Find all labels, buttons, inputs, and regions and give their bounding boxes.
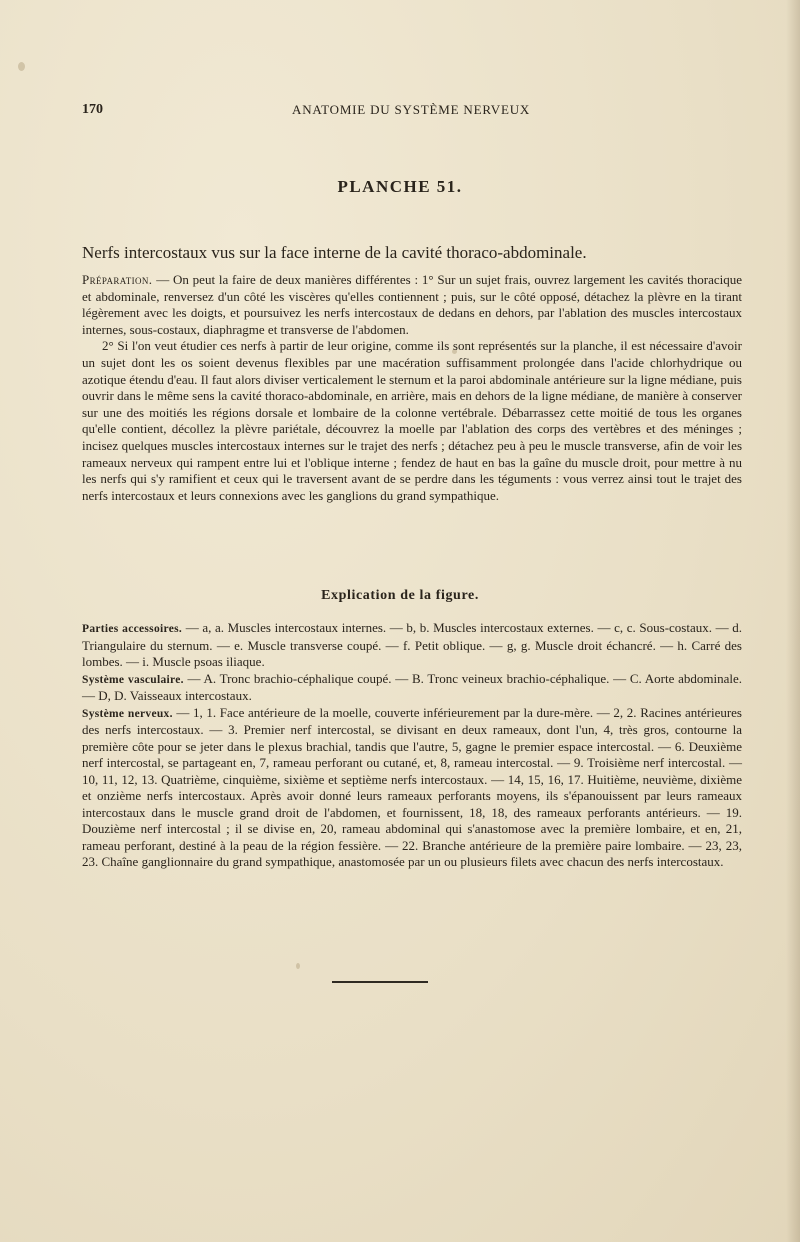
explication-section [82,620,742,871]
page-number: 170 [82,102,103,117]
preparation-paragraph-1 [82,272,742,338]
explication-heading: Explication de la figure. [321,588,479,603]
preparation-paragraph-2: 2° Si l'on veut étudier ces nerfs à partir de leur origine, comme ils sont représentés sur la planche, il est nécessaire d'avoir un sujet dont les os soient devenus flexibles par une macération suffisamment prolongée dans l'acide chlorhydrique ou azotique étendu d'eau. Il faut alors diviser verticalement le sternum et la paroi abdominale antérieure sur la ligne médiane, puis ouvrir dans le même sens la cavité thoraco-abdominale, en arrière, mais en dehors de la ligne médiane, de manière à conserver sur une des moitiés les régions dorsale et lombaire de la colonne vertébrale. Débarrassez cette moitié de tous les organes qu'elle contient, décollez la plèvre pariétale, découvrez la moelle par l'ablation des corps des vertèbres et des méninges ; incisez quelques muscles intercostaux internes sur le trajet des nerfs ; détachez peu à peu le muscle transverse, afin de voir les rameaux nerveux qui rampent entre lui et l'oblique interne ; fendez de haut en bas la gaîne du muscle droit, pour mettre à nu les nerfs qui s'y ramifient et ceux qui le traversent avant de se perdre dans les téguments : vous verrez ainsi tout le trajet des nerfs intercostaux et leurs connexions avec les ganglions du grand sympathique. [82,338,742,503]
paper-stain [18,62,25,71]
parties-accessoires-label: Parties accessoires. [82,623,183,635]
closing-rule [332,981,428,983]
running-head: ANATOMIE DU SYSTÈME NERVEUX [292,102,531,117]
systeme-vasculaire-label: Système vasculaire. [82,673,184,686]
page-header [82,102,722,122]
parties-accessoires-paragraph [82,620,742,671]
paper-stain [296,963,300,969]
systeme-nerveux-label: Système nerveux. [82,707,173,720]
systeme-vasculaire-text: — A. Tronc brachio-céphalique coupé. — B. Tronc veineux brachio-céphalique. — C. Aorte abdominale. — D, D. Vaisseaux intercostaux. [82,670,742,703]
plate-title: PLANCHE 51. [337,177,463,196]
systeme-nerveux-paragraph [82,705,742,871]
systeme-nerveux-text: — 1, 1. Face antérieure de la moelle, couverte inférieurement par la dure-mère. — 2, 2. Racines antérieures des nerfs intercostaux. — 3. Premier nerf intercostal, se divisant en deux rameaux, dont l'un, 4, très gros, contourne la première côte pour se jeter dans le plexus brachial, tandis que l'autre, 5, gagne le premier espace intercostal. — 6. Deuxième nerf intercostal, se partageant en, 7, rameau perforant ou cutané, et, 8, rameau intercostal. — 9. Troisième nerf intercostal. — 10, 11, 12, 13. Quatrième, cinquième, sixième et septième nerfs intercostaux. — 14, 15, 16, 17. Huitième, neuvième, dixième et onzième nerfs intercostaux. Après avoir donné leurs rameaux perforants moyens, ils s'épanouissent par leurs rameaux intercostaux dans le muscle grand droit de l'abdomen, et fournissent, 18, 18, des rameaux perforants antérieurs. — 19. Douzième nerf intercostal ; il se divise en, 20, rameau abdominal qui s'anastomose avec la première lombaire, et en, 21, rameau perforant, destiné à la peau de la région fessière. — 22. Branche antérieure de la première paire lombaire. — 23, 23, 23. Chaîne ganglionnaire du grand sympathique, anastomosée par un ou plusieurs filets avec chacun des nerfs intercostaux. [82,704,742,869]
preparation-section [82,272,742,504]
preparation-text-1: — On peut la faire de deux manières différentes : 1° Sur un sujet frais, ouvrez largement les cavités thoracique et abdominale, renversez d'un côté les viscères qu'elles contiennent ; puis, sur le côté opposé, détachez la plèvre en la tirant légèrement avec les doigts, et poursuivez les nerfs intercostaux de dedans en dehors, par l'ablation des muscles intercostaux internes, sous-costaux, diaphragme et transverse de l'abdomen. [82,272,742,337]
systeme-vasculaire-paragraph [82,671,742,705]
plate-subtitle: Nerfs intercostaux vus sur la face interne de la cavité thoraco-abdominale. [82,243,587,262]
parties-accessoires-text: — a, a. Muscles intercostaux internes. — b, b. Muscles intercostaux externes. — c, c. Sous-costaux. — d. Triangulaire du sternum. — e. Muscle transverse coupé. — f. Petit oblique. — g, g. Muscle droit échancré. — h. Carré des lombes. — i. Muscle psoas iliaque. [82,620,742,669]
preparation-label: Préparation. [82,272,153,287]
